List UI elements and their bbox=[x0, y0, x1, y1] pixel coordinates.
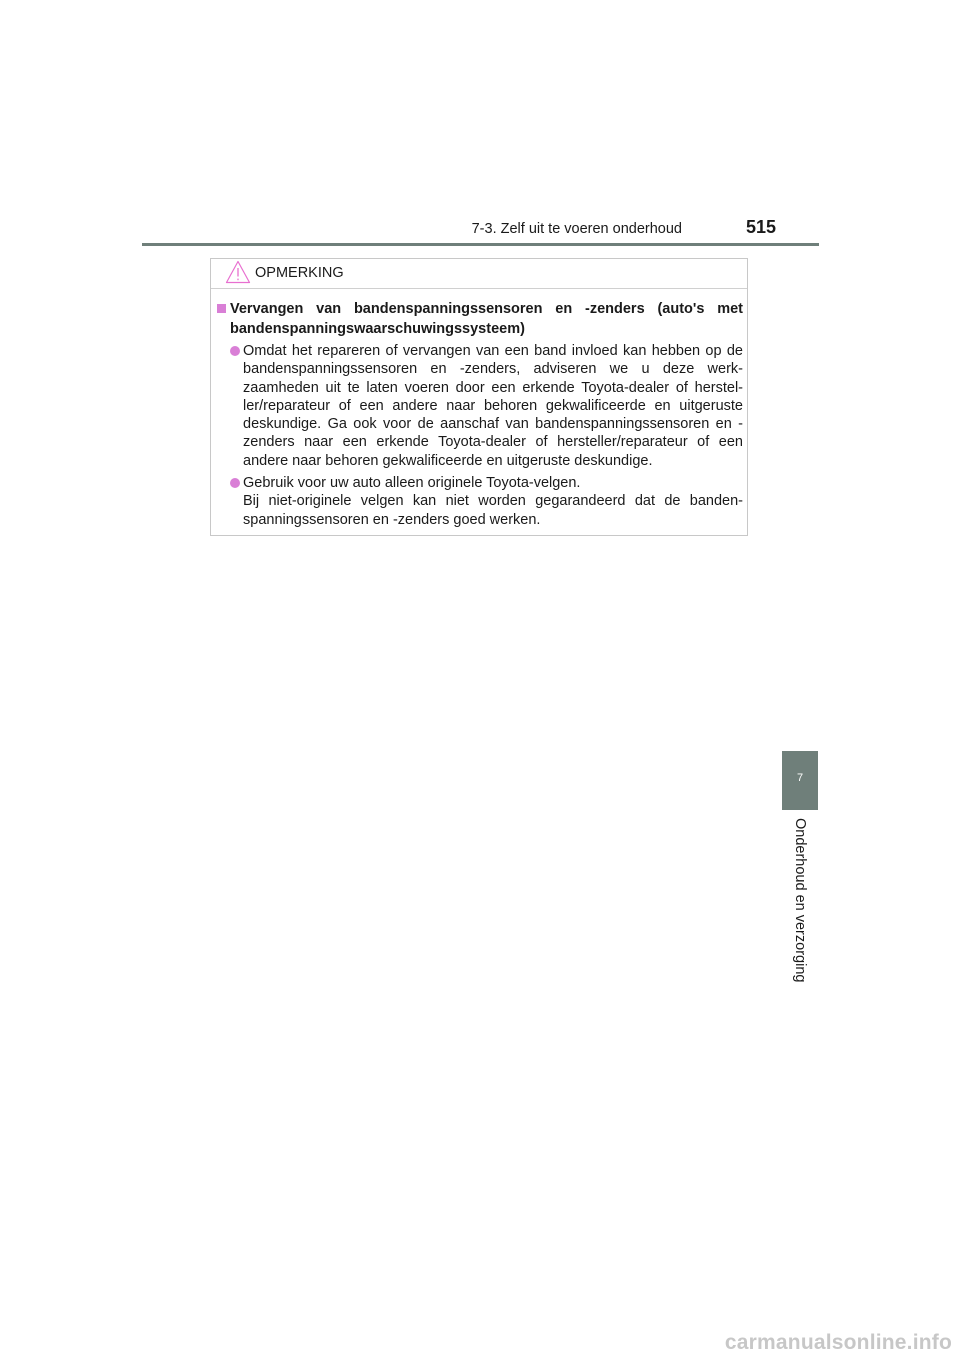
paragraph: Bij niet-originele velgen kan niet worden gegarandeerd dat de banden-spanningssensoren en -zenders goed werken. bbox=[243, 493, 743, 528]
page-number: 515 bbox=[745, 217, 776, 237]
square-bullet-icon bbox=[217, 304, 226, 313]
paragraph: Gebruik voor uw auto alleen originele Toyota-velgen. bbox=[243, 475, 581, 492]
chapter-number: 7 bbox=[796, 772, 804, 784]
header-rule bbox=[142, 243, 819, 246]
watermark: carmanualsonline.info bbox=[724, 1331, 952, 1354]
chapter-tab[interactable] bbox=[782, 751, 818, 810]
list-item-content bbox=[243, 342, 743, 470]
notice-box bbox=[210, 258, 748, 536]
list-item-content bbox=[243, 474, 743, 529]
chapter-title: Onderhoud en verzorging bbox=[792, 818, 808, 983]
circle-bullet-icon bbox=[230, 346, 240, 356]
section-title: 7-3. Zelf uit te voeren onderhoud bbox=[471, 221, 682, 237]
list-item bbox=[217, 342, 743, 470]
notice-label: OPMERKING bbox=[255, 265, 344, 281]
list-item bbox=[217, 474, 743, 529]
warning-triangle-icon bbox=[225, 260, 251, 284]
circle-bullet-icon bbox=[230, 478, 240, 488]
notice-header bbox=[211, 259, 747, 289]
section-heading bbox=[217, 299, 743, 339]
notice-body bbox=[217, 299, 743, 529]
section-heading-text: Vervangen van bandenspanningssensoren en -zenders (auto's met bandenspanningswaarschuwingssysteem) bbox=[230, 301, 743, 337]
paragraph: Omdat het repareren of vervangen van een band invloed kan hebben op de bandenspanningssensoren en -zenders, adviseren we u deze werk-zaamheden uit te laten voeren door een erkende Toyota-dealer of herstel-ler/reparateur of een andere naar behoren gekwalificeerde en uitgeruste deskundige. Ga ook voor de aanschaf van bandenspanningssensoren en -zenders naar een erkende Toyota-dealer of hersteller/reparateur of een andere naar behoren gekwalificeerde en uitgeruste deskundige. bbox=[243, 343, 743, 469]
